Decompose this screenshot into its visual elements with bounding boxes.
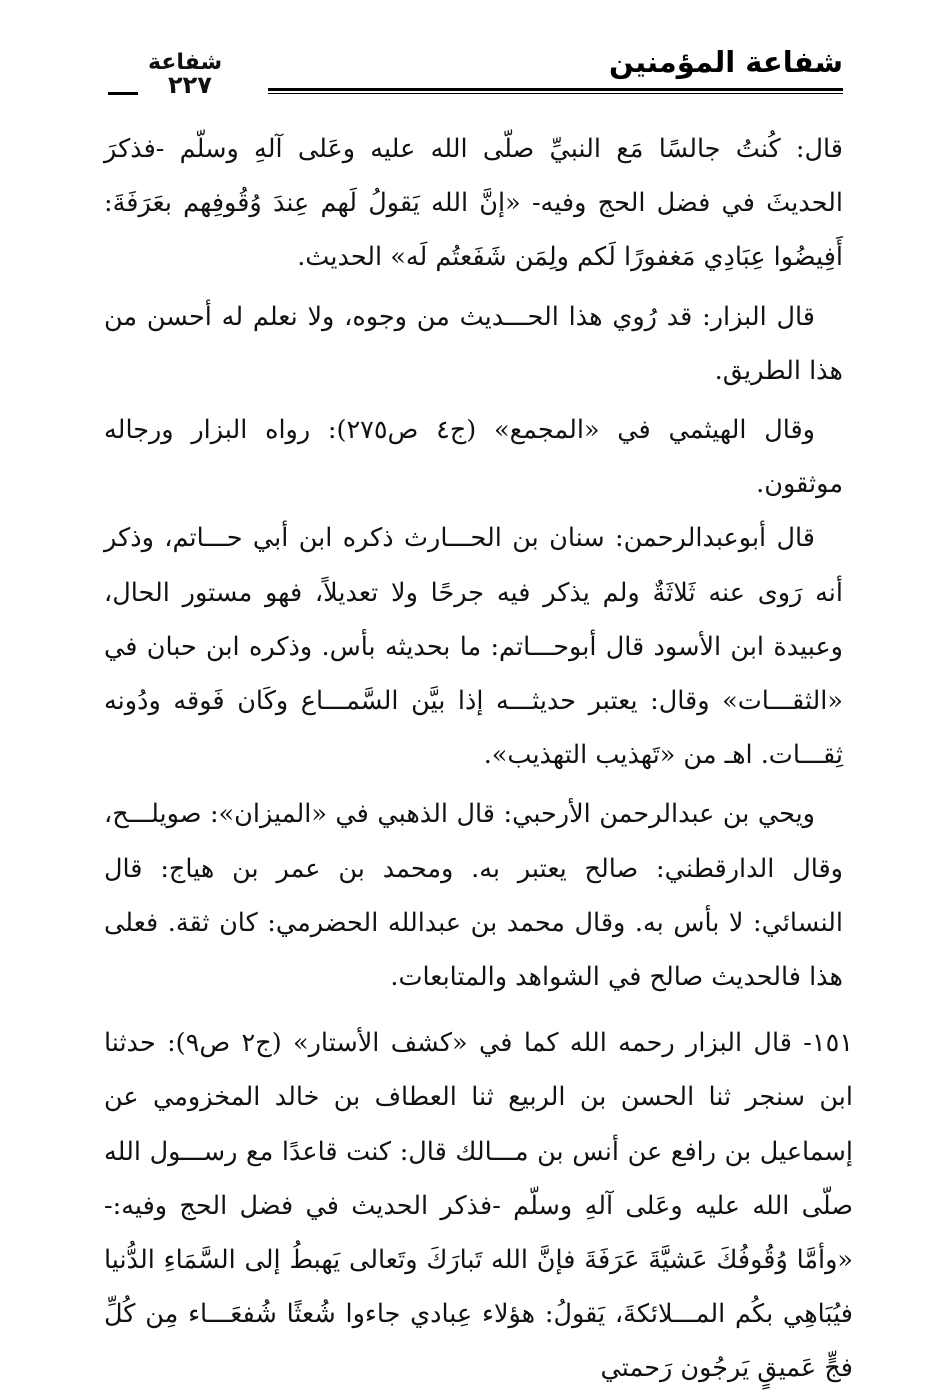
header-rule <box>268 88 843 91</box>
header-ornament: شفاعة <box>148 50 223 75</box>
header-title: شفاعة المؤمنين <box>609 45 843 79</box>
header-dash <box>108 92 138 95</box>
page-number: ٢٢٧ <box>168 71 212 99</box>
header-rule-thin <box>268 93 843 94</box>
paragraph-hadith-151: ١٥١- قال البزار رحمه الله كما في «كشف الأستار» (ج٢ ص٩): حدثنا ابن سنجر ثنا الحسن بن الربيع ثنا العطاف بن خالد المخزومي عن إسماعيل بن رافع عن أنس بن مـــالك قال: كنت قاعدًا مع رســـول الله صلّى الله عليه وعَلى آلهِ وسلّم -فذكر الحديث في فضل الحج وفيه:- «وأمَّا وُقُوفُكَ عَشيَّةَ عَرَفَةَ فإنَّ الله تَبارَكَ وتَعالى يَهبطُ إلى السَّمَاءِ الدُّنيا فيُبَاهِي بكُم المـــلائكةَ، يَقولُ: هؤلاء عِبادي جاءوا شُعثًا شُفعَـــاء مِن كُلِّ فجٍّ عَميقٍ يَرجُون رَحمتي <box>104 1028 854 1384</box>
running-header <box>108 42 843 100</box>
paragraph-bazzar-comment: قال البزار: قد رُوي هذا الحـــديث من وجوه، ولا نعلم له أحسن من هذا الطريق. <box>104 301 843 386</box>
page-body <box>104 122 854 1396</box>
paragraph-haythami-comment: وقال الهيثمي في «المجمع» (ج٤ ص٢٧٥): رواه البزار ورجاله موثقون. <box>104 415 843 500</box>
paragraph-narrator-yahya: ويحي بن عبدالرحمن الأرحبي: قال الذهبي في «الميزان»: صويلـــح، وقال الدارقطني: صالح يعتبر به. ومحمد بن عمر بن هياج: قال النسائي: لا بأس به. وقال محمد بن عبدالله الحضرمي: كان ثقة. فعلى هذا فالحديث صالح في الشواهد والمتابعات. <box>104 799 843 993</box>
paragraph-hadith-text: قال: كُنتُ جالسًا مَع النبيِّ صلّى الله عليه وعَلى آلهِ وسلّم -فذكرَ الحديثَ في فضل الحج وفيه- «إنَّ الله يَقولُ لَهم عِندَ وُقُوفِهم بعَرَفَةَ: أَفِيضُوا عِبَادِي مَغفورًا لَكم ولِمَن شَفَعتُم لَه» الحديث. <box>104 134 843 273</box>
paragraph-narrator-sinan: قال أبوعبدالرحمن: سنان بن الحـــارث ذكره ابن أبي حـــاتم، وذكر أنه رَوى عنه ثَلاثَةٌ ولم يذكر فيه جرحًا ولا تعديلاً، فهو مستور الحال، وعبيدة ابن الأسود قال أبوحـــاتم: ما بحديثه بأس. وذكره ابن حبان في «الثقـــات» وقال: يعتبر حديثـــه إذا بيَّن السَّمـــاع وكَان فَوقه ودُونه ثِقـــات. اهـ من «تَهذيب التهذيب». <box>104 523 843 771</box>
